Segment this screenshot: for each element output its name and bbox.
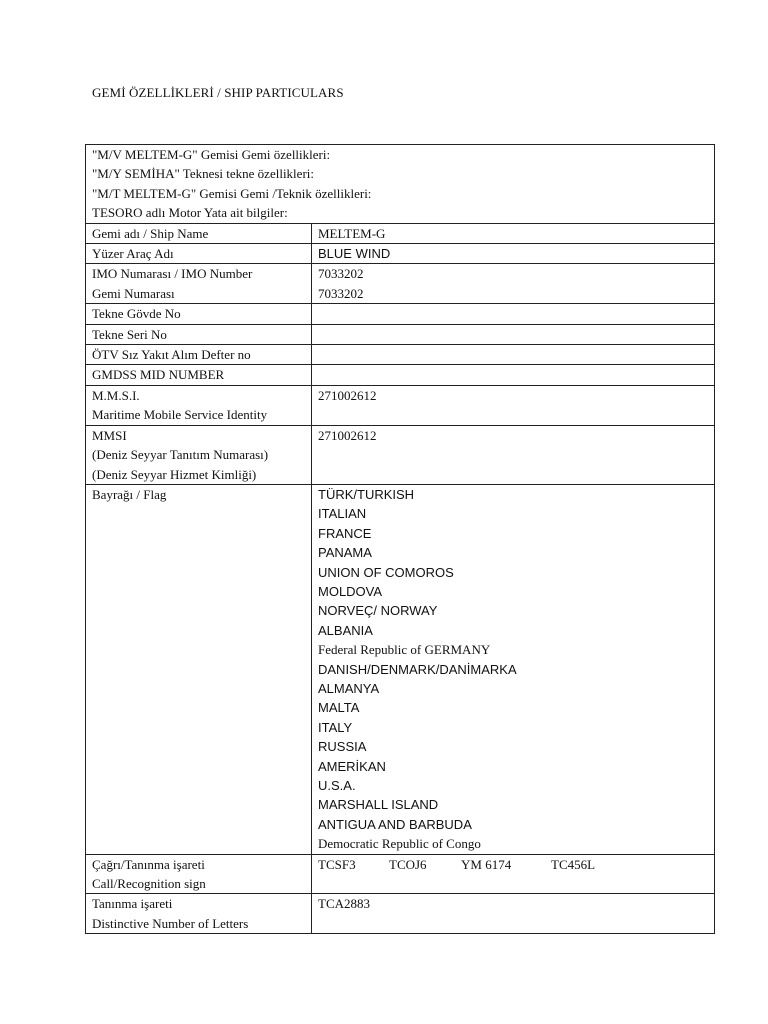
flag-values-cell	[312, 484, 715, 854]
hull-no-value	[312, 304, 715, 324]
mmsi-abbrev-label: M.M.S.I.	[92, 387, 140, 403]
table-row-mmsi-en	[86, 385, 715, 425]
call-sign-value: TCOJ6	[389, 856, 427, 872]
flag-label: Bayrağı / Flag	[86, 484, 312, 854]
vessel-name-value: BLUE WIND	[312, 244, 715, 264]
intro-cell	[86, 145, 715, 224]
flag-item: Federal Republic of GERMANY	[318, 642, 491, 658]
serial-no-value	[312, 324, 715, 344]
flag-item: ALMANYA	[318, 680, 380, 696]
intro-line-3: "M/T MELTEM-G" Gemisi Gemi /Teknik özellikleri:	[92, 185, 372, 201]
flag-item: ITALIAN	[318, 506, 367, 522]
table-row-mmsi-tr	[86, 425, 715, 484]
flag-item: ITALY	[318, 719, 353, 735]
intro-line-1: "M/V MELTEM-G" Gemisi Gemi özellikleri:	[92, 147, 331, 162]
gmdss-value	[312, 365, 715, 385]
call-sign-value: TC456L	[551, 856, 596, 872]
flag-item: U.S.A.	[318, 778, 356, 793]
mmsi-en-label-cell	[86, 385, 312, 425]
distinctive-label-en: Distinctive Number of Letters	[92, 915, 249, 931]
imo-value: 7033202	[318, 266, 364, 282]
call-sign-value-cell	[312, 854, 715, 894]
gmdss-label: GMDSS MID NUMBER	[86, 365, 312, 385]
ship-name-label: Gemi adı / Ship Name	[86, 223, 312, 243]
flag-item: MOLDOVA	[318, 583, 383, 599]
flag-item: MARSHALL ISLAND	[318, 797, 439, 813]
mmsi-tr-label-2: (Deniz Seyyar Tanıtım Numarası)	[92, 447, 269, 463]
mmsi-tr-value: 271002612	[312, 425, 715, 484]
mmsi-tr-label-1: MMSI	[92, 427, 127, 443]
table-row-call-sign	[86, 854, 715, 894]
call-sign-label-en: Call/Recognition sign	[92, 876, 206, 892]
table-row-distinctive	[86, 894, 715, 934]
flag-item: ANTIGUA AND BARBUDA	[318, 816, 472, 832]
flag-item: AMERİKAN	[318, 758, 386, 774]
distinctive-value: TCA2883	[312, 894, 715, 934]
intro-line-2: "M/Y SEMİHA" Teknesi tekne özellikleri:	[92, 166, 314, 182]
otv-fuel-value	[312, 345, 715, 365]
flag-item: Democratic Republic of Congo	[318, 836, 481, 852]
flag-item: NORVEÇ/ NORWAY	[318, 603, 438, 619]
flag-item: MALTA	[318, 700, 360, 716]
vessel-name-label: Yüzer Araç Adı	[86, 244, 312, 264]
mmsi-tr-label-cell	[86, 425, 312, 484]
table-row-vessel-name	[86, 244, 715, 264]
flag-item: TÜRK/TURKISH	[318, 486, 415, 502]
flag-item: FRANCE	[318, 525, 372, 541]
call-sign-value: YM 6174	[461, 856, 512, 872]
table-row-otv-fuel	[86, 345, 715, 365]
table-row-ship-name	[86, 223, 715, 243]
intro-line-4: TESORO adlı Motor Yata ait bilgiler:	[92, 205, 288, 221]
ship-name-value: MELTEM-G	[312, 223, 715, 243]
distinctive-label-cell	[86, 894, 312, 934]
ship-particulars-table	[85, 144, 715, 934]
flag-item: PANAMA	[318, 545, 372, 561]
flag-item: UNION OF COMOROS	[318, 564, 454, 580]
ship-number-label: Gemi Numarası	[92, 285, 175, 301]
imo-value-cell	[312, 264, 715, 304]
hull-no-label: Tekne Gövde No	[86, 304, 312, 324]
table-row-hull-no	[86, 304, 715, 324]
call-sign-list	[318, 855, 708, 874]
table-row-serial-no	[86, 324, 715, 344]
call-sign-value: TCSF3	[318, 856, 356, 872]
otv-fuel-label: ÖTV Sız Yakıt Alım Defter no	[86, 345, 312, 365]
mmsi-tr-label-3: (Deniz Seyyar Hizmet Kimliği)	[92, 466, 257, 482]
call-sign-label-tr: Çağrı/Tanınma işareti	[92, 856, 205, 872]
serial-no-label: Tekne Seri No	[86, 324, 312, 344]
mmsi-en-value: 271002612	[312, 385, 715, 425]
distinctive-label-tr: Tanınma işareti	[92, 896, 173, 912]
mmsi-full-label: Maritime Mobile Service Identity	[92, 407, 268, 423]
table-row-flag	[86, 484, 715, 854]
flag-item: DANISH/DENMARK/DANİMARKA	[318, 661, 517, 677]
page-title: GEMİ ÖZELLİKLERİ / SHIP PARTICULARS	[92, 85, 344, 100]
table-row-gmdss	[86, 365, 715, 385]
imo-label: IMO Numarası / IMO Number	[92, 266, 253, 282]
flag-item: ALBANIA	[318, 622, 373, 638]
intro-row	[86, 145, 715, 224]
table-row-imo	[86, 264, 715, 304]
flag-item: RUSSIA	[318, 739, 367, 755]
call-sign-label-cell	[86, 854, 312, 894]
ship-number-value: 7033202	[318, 285, 364, 301]
imo-label-cell	[86, 264, 312, 304]
